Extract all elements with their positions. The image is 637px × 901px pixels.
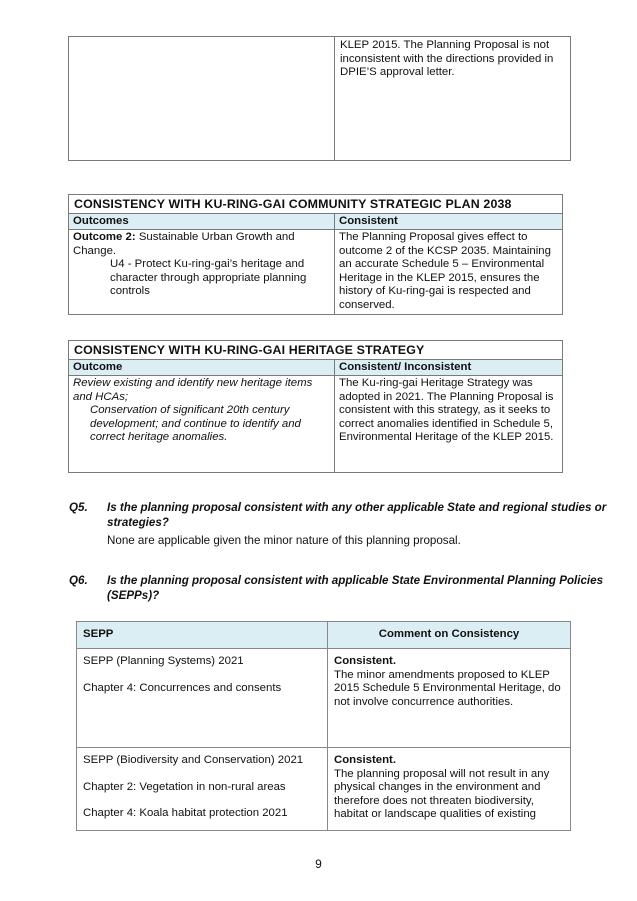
table-row — [77, 649, 571, 748]
csp-consistent-cell — [335, 230, 563, 315]
sepp-comment: The planning proposal will not result in any physical changes in the environment and therefore does not threaten biodiversity, habitat or landscape qualities of existing — [334, 767, 550, 821]
top-table-right-text: KLEP 2015. The Planning Proposal is not inconsistent with the directions provided in DPIE’S approval letter. — [340, 39, 554, 79]
sepp-chapter: Chapter 4: Koala habitat protection 2021 — [83, 807, 288, 820]
csp-table-title: CONSISTENCY WITH KU-RING-GAI COMMUNITY STRATEGIC PLAN 2038 — [69, 195, 563, 214]
q5-text: Is the planning proposal consistent with any other applicable State and regional studies or strategies? — [107, 501, 607, 529]
page-number: 9 — [315, 857, 322, 871]
csp-outcome-sub: U4 - Protect Ku-ring-gai’s heritage and character through appropriate planning controls — [110, 258, 307, 298]
sepp-verdict: Consistent. — [334, 754, 397, 766]
heritage-outcome-cell — [69, 376, 335, 473]
heritage-outcome-text: Review existing and identify new heritage items and HCAs; — [73, 377, 313, 403]
top-table — [68, 36, 571, 161]
csp-col-consistent: Consistent — [335, 214, 563, 230]
sepp-name: SEPP (Planning Systems) 2021 — [83, 655, 244, 667]
sepp-col-sepp: SEPP — [77, 622, 328, 649]
sepp-chapter: Chapter 4: Concurrences and consents — [83, 681, 282, 694]
sepp-verdict: Consistent. — [334, 655, 397, 667]
sepp-table — [76, 621, 571, 831]
heritage-consistent-text: The Ku-ring-gai Heritage Strategy was adopted in 2021. The Planning Proposal is consistent with this strategy, as it seeks to correct anomalies identified in Schedule 5, Environmental Heritage of the KLEP 2015. — [339, 377, 554, 444]
heritage-table — [68, 340, 563, 473]
heritage-consistent-cell — [335, 376, 563, 473]
sepp-name: SEPP (Biodiversity and Conservation) 2021 — [83, 754, 304, 766]
q6-text: Is the planning proposal consistent with applicable State Environmental Planning Policies (SEPPs)? — [107, 574, 604, 602]
heritage-outcome-sub: Conservation of significant 20th century development; and continue to identify and correct heritage anomalies. — [90, 404, 301, 444]
q6-number: Q6. — [69, 574, 88, 587]
sepp-name-cell — [77, 649, 328, 748]
csp-outcome-text: Sustainable Urban Growth and Change. — [73, 231, 295, 257]
heritage-table-title: CONSISTENCY WITH KU-RING-GAI HERITAGE STRATEGY — [69, 341, 563, 360]
q5-number: Q5. — [69, 501, 88, 514]
csp-outcome-cell — [69, 230, 335, 315]
heritage-col-consistent: Consistent/ Inconsistent — [335, 360, 563, 376]
top-table-right-cell — [335, 37, 571, 161]
sepp-name-cell — [77, 748, 328, 831]
sepp-chapter: Chapter 2: Vegetation in non-rural areas — [83, 780, 286, 793]
csp-col-outcomes: Outcomes — [69, 214, 335, 230]
sepp-comment-cell — [328, 748, 571, 831]
sepp-col-comment: Comment on Consistency — [328, 622, 571, 649]
table-row — [77, 748, 571, 831]
sepp-comment-cell — [328, 649, 571, 748]
sepp-comment: The minor amendments proposed to KLEP 2015 Schedule 5 Environmental Heritage, do not involve concurrence authorities. — [334, 668, 561, 708]
top-table-left-cell — [69, 37, 335, 161]
heritage-col-outcome: Outcome — [69, 360, 335, 376]
q5-answer: None are applicable given the minor nature of this planning proposal. — [107, 534, 461, 547]
csp-table — [68, 194, 563, 315]
csp-consistent-text: The Planning Proposal gives effect to outcome 2 of the KCSP 2035. Maintaining an accurate Schedule 5 – Environmental Heritage in the KLEP 2015, ensures the history of Ku-ring-gai is respected and conserved. — [339, 231, 551, 311]
csp-outcome-label: Outcome 2: — [73, 231, 136, 243]
